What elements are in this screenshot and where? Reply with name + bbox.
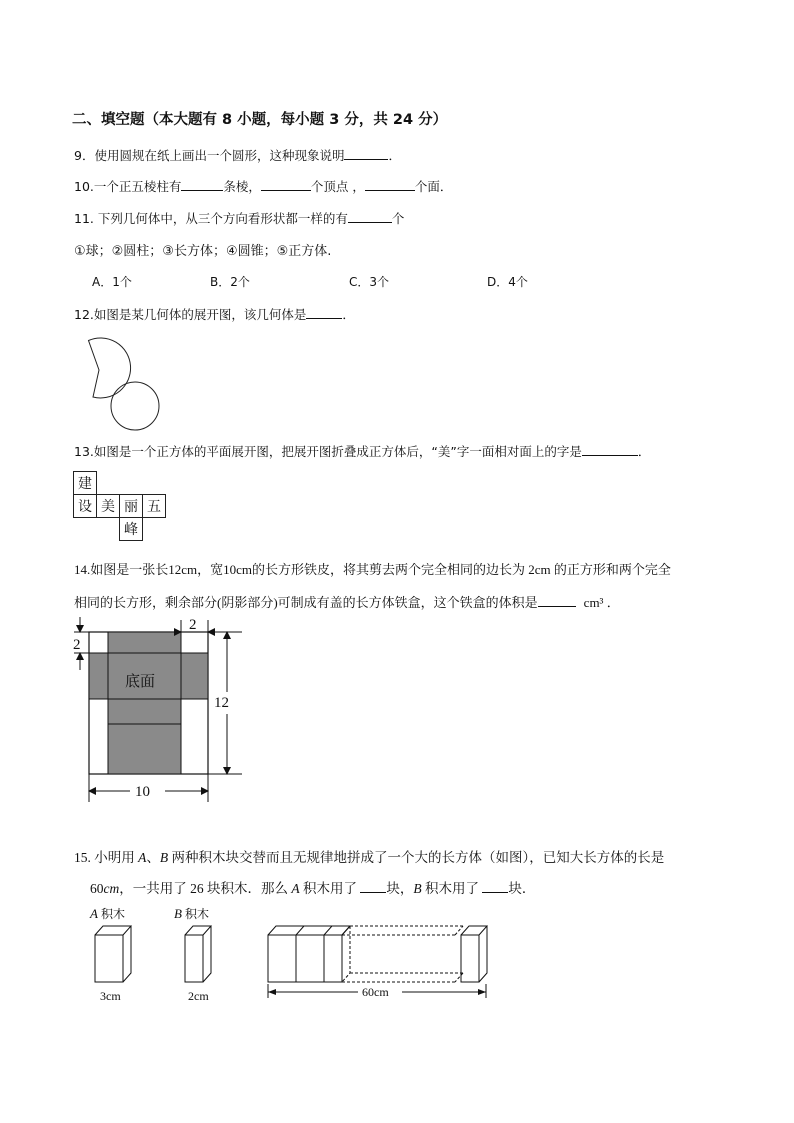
block-b-label: 积木 [185, 907, 210, 921]
net-cell: 设 [74, 495, 97, 518]
q15-b: B [159, 850, 169, 865]
net-cell: 五 [143, 495, 166, 518]
question-10 [74, 177, 452, 195]
dim-right: 12 [214, 695, 229, 711]
q14-answer-blank[interactable] [538, 594, 576, 607]
block-a [95, 926, 131, 982]
q15-text-5: 块， [386, 881, 414, 896]
q13-text: .如图是一个正方体的平面展开图，把展开图折叠成正方体后，“美”字一面相对面上的字是 [89, 444, 582, 459]
block-a-letter: A [90, 906, 98, 921]
q11-unit: 个 [391, 211, 405, 226]
section-title: 二、填空题（本大题有 8 小题，每小题 3 分，共 24 分） [72, 112, 448, 128]
cone-net-figure [70, 330, 170, 430]
q15-blank-b[interactable] [482, 880, 508, 893]
net-cell-bottom: 峰 [120, 518, 143, 541]
shaded-bottom [108, 724, 181, 774]
q15-text-6: 积木用了 [421, 881, 483, 896]
q14-unit: cm³ [583, 595, 604, 610]
q14-end: ． [606, 595, 620, 610]
cone-sector [89, 338, 131, 398]
net-cell: 丽 [120, 495, 143, 518]
q15-number: 15 [74, 850, 88, 865]
q10-blank-faces[interactable] [365, 178, 415, 191]
question-14-line-2 [74, 592, 620, 611]
q14-line-2: 相同的长方形，剩余部分(阴影部分)可制成有盖的长方体铁盒，这个铁盒的体积是 [74, 595, 538, 610]
question-14-line-1 [74, 559, 671, 578]
dim-bottom: 10 [135, 784, 150, 800]
blocks-figure [86, 904, 526, 1004]
q10-number: 10 [74, 179, 90, 194]
block-b-letter: B [174, 906, 182, 921]
q10-blank-vertices[interactable] [261, 178, 311, 191]
cube-net [73, 471, 166, 541]
q15-unit: cm [103, 881, 120, 896]
question-15-line-2 [90, 877, 535, 897]
net-cell-top: 建 [74, 472, 97, 495]
q13-number: 13 [74, 444, 90, 459]
q10-text-3: 个顶点 ， [310, 179, 365, 194]
block-b-size: 2cm [188, 989, 209, 1003]
q11-option-c[interactable]: C．3个 [349, 275, 390, 289]
net-cell: 美 [97, 495, 120, 518]
q10-text-2: 条棱， [223, 179, 261, 194]
block-a-label: 积木 [101, 907, 126, 921]
q15-blank-a[interactable] [360, 880, 386, 893]
q15-text-1: . 小明用 [87, 850, 139, 865]
q11-items: ①球；②圆柱；③长方体；④圆锥；⑤正方体. [74, 244, 332, 259]
q9-text: ．使用圆规在纸上画出一个圆形，这种现象说明 [81, 148, 345, 163]
question-11 [74, 209, 404, 227]
big-cuboid [268, 926, 487, 982]
q11-answer-blank[interactable] [348, 210, 392, 223]
q13-end: ． [637, 444, 651, 459]
base-label: 底面 [125, 672, 156, 690]
q14-number: 14 [74, 562, 87, 577]
q10-blank-edges[interactable] [181, 178, 223, 191]
q15-text-2: 两种积木块交替而且无规律地拼成了一个大的长方体（如图），已知大长方体的长是 [168, 850, 665, 865]
total-length-label: 60cm [362, 985, 389, 999]
q10-text-1: .一个正五棱柱有 [89, 179, 182, 194]
q11-option-b[interactable]: B．2个 [210, 275, 250, 289]
q12-end: ． [342, 307, 355, 322]
dim-left: 2 [73, 637, 81, 653]
q11-option-d[interactable]: D．4个 [487, 275, 528, 289]
question-13 [74, 442, 650, 460]
q15-sep: 、 [146, 850, 160, 865]
q9-answer-blank[interactable] [344, 147, 388, 160]
q11-number: 11 [74, 211, 90, 226]
q13-answer-blank[interactable] [582, 443, 638, 456]
q15-a: A [138, 850, 147, 865]
q15-length: 60 [90, 881, 104, 896]
question-12 [74, 305, 355, 323]
iron-sheet-figure [70, 612, 270, 812]
q14-line-1: .如图是一张长12cm，宽10cm的长方形铁皮，将其剪去两个完全相同的边长为 2cm 的正方形和两个完全 [87, 562, 671, 577]
q10-text-4: 个面． [414, 179, 453, 194]
q11-option-a[interactable]: A．1个 [92, 275, 132, 289]
shaded-side [108, 699, 181, 724]
q15-text-7: 块． [508, 881, 536, 896]
q9-number: 9 [74, 148, 82, 163]
question-15-line-1 [74, 846, 664, 866]
q15-text-4: 积木用了 [299, 881, 361, 896]
q12-text: .如图是某几何体的展开图，该几何体是 [89, 307, 307, 322]
block-b [185, 926, 211, 982]
q12-number: 12 [74, 307, 90, 322]
q12-answer-blank[interactable] [306, 306, 342, 319]
q11-stem: . 下列几何体中，从三个方向看形状都一样的有 [89, 211, 348, 226]
q9-end: ． [388, 148, 401, 163]
cone-base-circle [111, 382, 159, 430]
question-9 [74, 146, 401, 164]
block-a-size: 3cm [100, 989, 121, 1003]
q15-a-2: A [291, 881, 300, 896]
q15-b-2: B [413, 881, 422, 896]
dim-top: 2 [189, 617, 197, 633]
q15-text-3: ，一共用了 26 块积木．那么 [119, 881, 292, 896]
